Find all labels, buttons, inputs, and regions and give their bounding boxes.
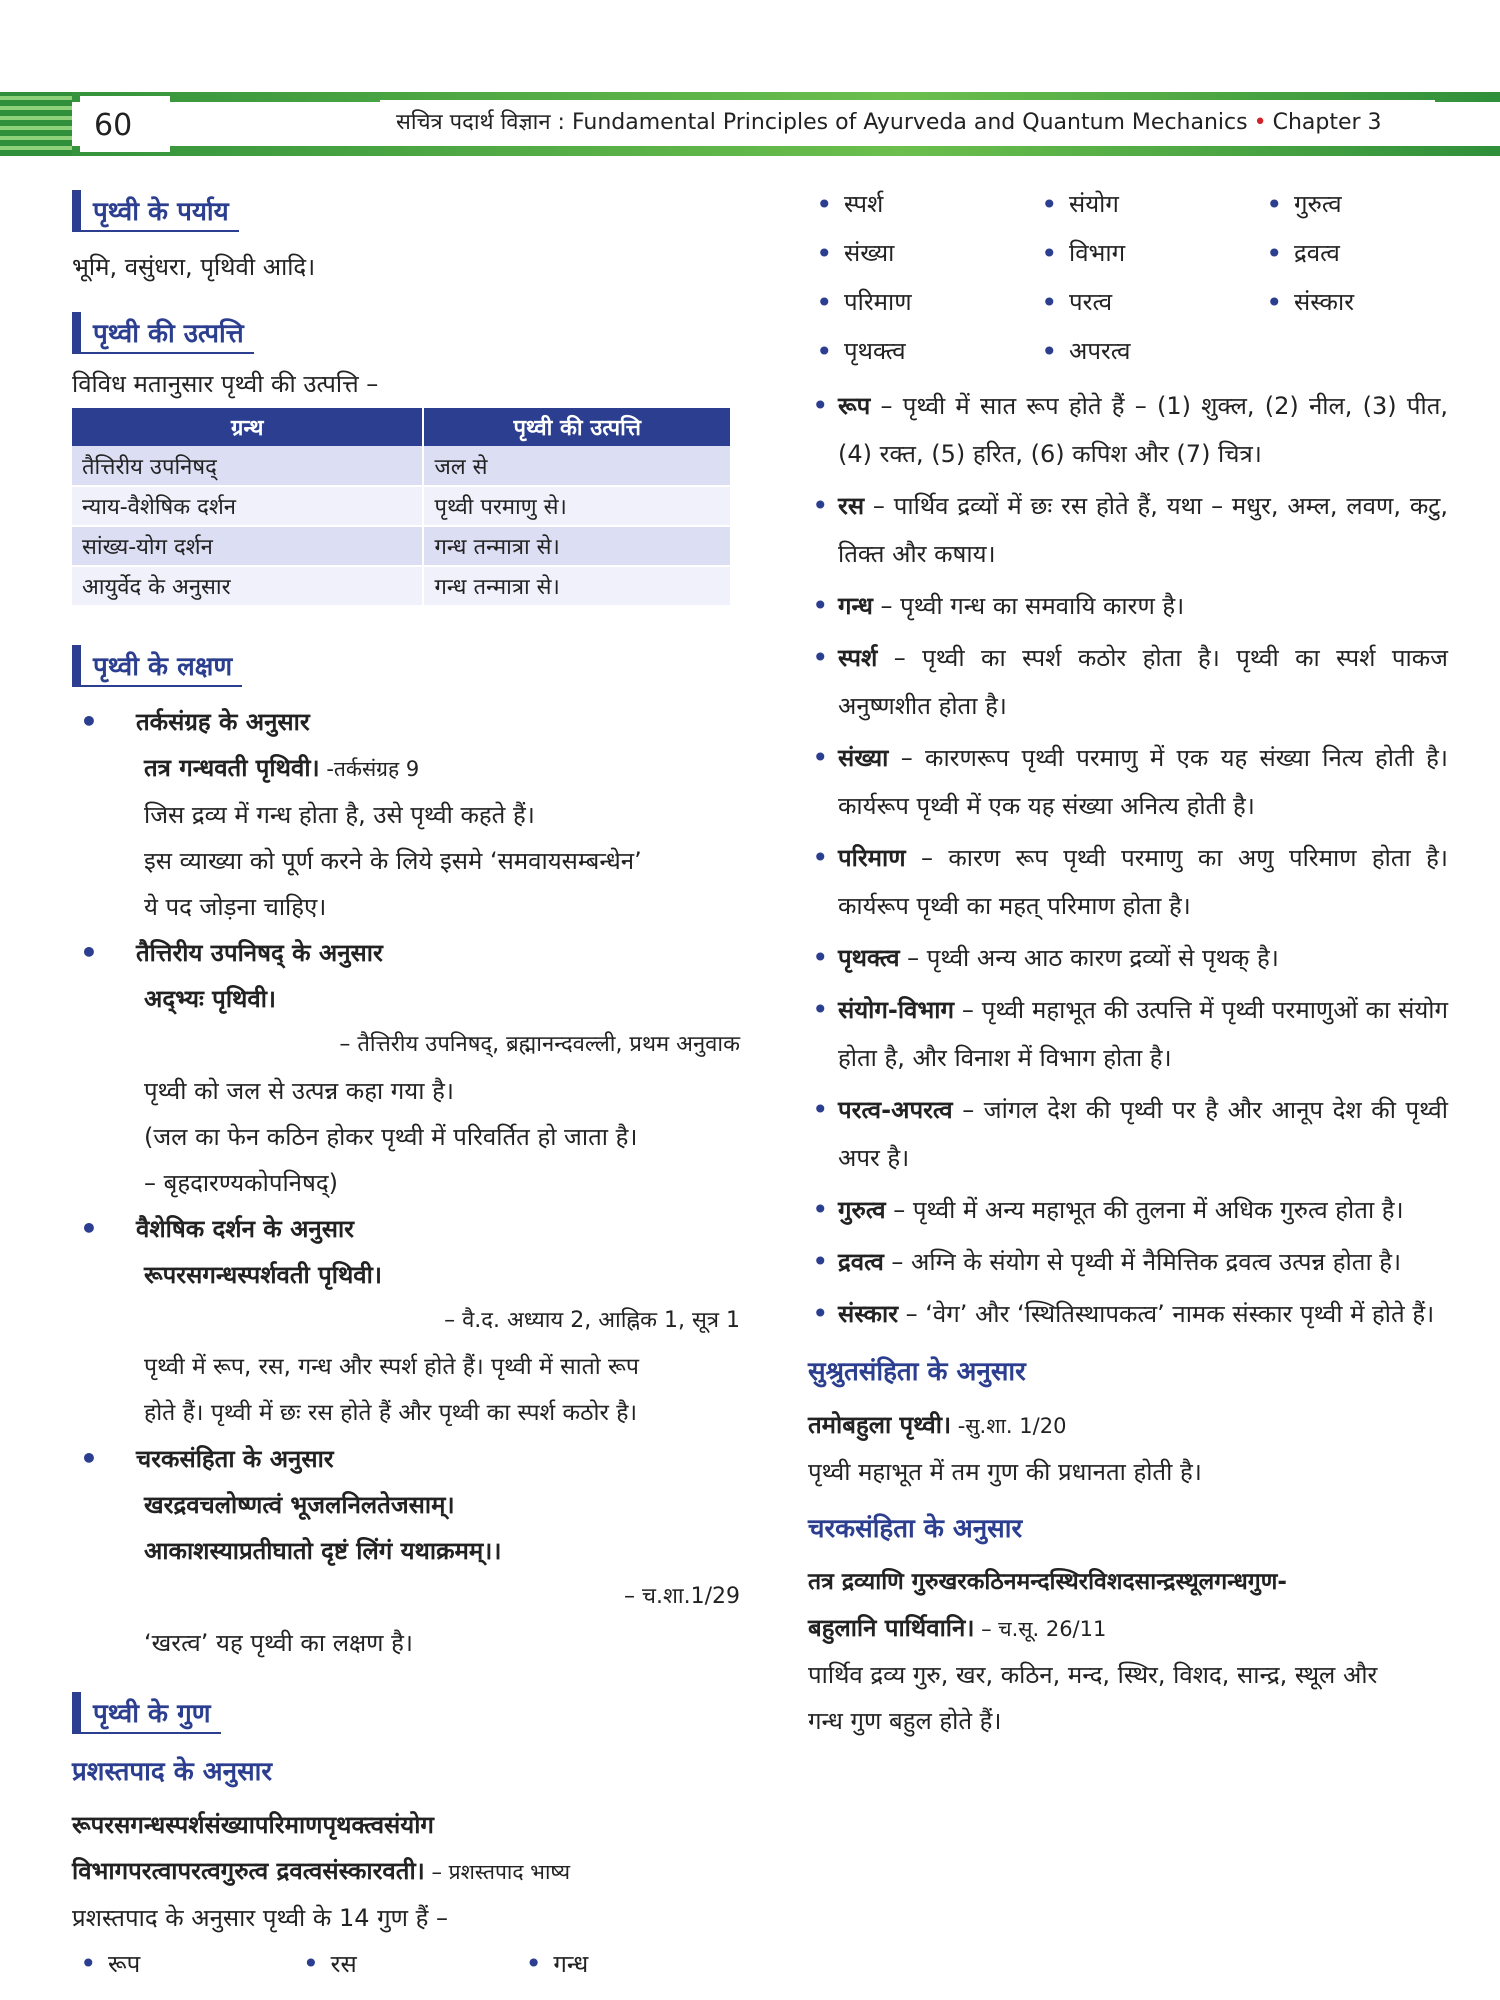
section-heading-characteristics: पृथ्वी के लक्षण (72, 645, 242, 687)
charaka-title: • चरकसंहिता के अनुसार (72, 1436, 740, 1482)
table-cell: तैत्तिरीय उपनिषद् (72, 446, 423, 486)
qualities-bottom-list (72, 1941, 740, 1987)
charaka-verse: आकाशस्याप्रतीघातो दृष्टं लिंगं यथाक्रमम्।। (144, 1537, 502, 1565)
taittiriya-ref: – तैत्तिरीय उपनिषद्, ब्रह्मानन्दवल्ली, प्रथम अनुवाक (339, 1032, 740, 1057)
taittiriya-line: पृथ्वी को जल से उत्पन्न कहा गया है। (144, 1077, 454, 1105)
table-cell: सांख्य-योग दर्शन (72, 526, 423, 566)
quality-detail: • परिमाण – कारण रूप पृथ्वी परमाणु का अणु परिमाण होता है। कार्यरूप पृथ्वी का महत् परिमाण होता है। (808, 834, 1448, 930)
list-item: • रूप (72, 1941, 295, 1987)
table-cell: गन्ध तन्मात्रा से। (423, 526, 731, 566)
vaisheshika-verse: रूपरसगन्धस्पर्शवती पृथिवी। (144, 1261, 382, 1289)
tarka-line: ये पद जोड़ना चाहिए। (144, 893, 327, 921)
table-row (72, 526, 731, 566)
page-number: 60 (94, 108, 133, 143)
header-title-english: Fundamental Principles of Ayurveda and Quantum Mechanics (571, 110, 1248, 135)
quality-detail: • गन्ध – पृथ्वी गन्ध का समवायि कारण है। (808, 582, 1448, 630)
table-header: पृथ्वी की उत्पत्ति (423, 408, 731, 446)
quality-detail: • गुरुत्व – पृथ्वी में अन्य महाभूत की तुलना में अधिक गुरुत्व होता है। (808, 1186, 1448, 1234)
bullet-dot-icon: • (1253, 110, 1267, 135)
charaka-verse: खरद्रवचलोष्णत्वं भूजलनिलतेजसाम्। (144, 1491, 455, 1519)
table-cell: पृथ्वी परमाणु से। (423, 486, 731, 526)
qualities-grid (808, 180, 1448, 376)
table-cell: गन्ध तन्मात्रा से। (423, 566, 731, 606)
list-item: • परिमाण (808, 278, 1033, 327)
table-row (72, 486, 731, 526)
header-left-stripes (0, 92, 72, 156)
list-item: • पृथक्त्व (808, 327, 1033, 376)
table-cell: आयुर्वेद के अनुसार (72, 566, 423, 606)
list-item: • संस्कार (1258, 278, 1448, 327)
list-item: • संयोग (1033, 180, 1258, 229)
table-row (72, 446, 731, 486)
quality-detail: • संस्कार – ‘वेग’ और ‘स्थितिस्थापकत्व’ नामक संस्कार पृथ्वी में होते हैं। (808, 1290, 1448, 1338)
table-row (72, 566, 731, 606)
origin-intro: विविध मतानुसार पृथ्वी की उत्पत्ति – (72, 370, 379, 398)
quality-detail: • परत्व-अपरत्व – जांगल देश की पृथ्वी पर है और आनूप देश की पृथ्वी अपर है। (808, 1086, 1448, 1182)
tarka-line: जिस द्रव्य में गन्ध होता है, उसे पृथ्वी कहते हैं। (144, 801, 535, 829)
quality-detail: • रूप – पृथ्वी में सात रूप होते हैं – (1) शुक्ल, (2) नील, (3) पीत, (4) रक्त, (5) हरित, (6) कपिश और (7) चित्र। (808, 382, 1448, 478)
charaka-right-line: पार्थिव द्रव्य गुरु, खर, कठिन, मन्द, स्थिर, विशद, सान्द्र, स्थूल और (808, 1661, 1378, 1689)
list-item: • गुरुत्व (1258, 180, 1448, 229)
taittiriya-line: – बृहदारण्यकोपनिषद्) (144, 1169, 338, 1197)
synonyms-text: भूमि, वसुंधरा, पृथिवी आदि। (72, 253, 316, 281)
taittiriya-line: (जल का फेन कठिन होकर पृथ्वी में परिवर्तित हो जाता है। (144, 1123, 638, 1151)
vaisheshika-line: होते हैं। पृथ्वी में छः रस होते हैं और पृथ्वी का स्पर्श कठोर है। (144, 1400, 638, 1426)
vaisheshika-ref: – वै.द. अध्याय 2, आह्निक 1, सूत्र 1 (444, 1308, 740, 1333)
section-heading-origin: पृथ्वी की उत्पत्ति (72, 312, 254, 354)
quality-detail: • संख्या – कारणरूप पृथ्वी परमाणु में एक यह संख्या नित्य होती है। कार्यरूप पृथ्वी में एक यह संख्या अनित्य होती है। (808, 734, 1448, 830)
section-heading-synonyms: पृथ्वी के पर्याय (72, 190, 239, 232)
header-chapter: Chapter 3 (1272, 110, 1382, 135)
charaka-right-title: चरकसंहिता के अनुसार (808, 1514, 1023, 1544)
running-header (396, 106, 1382, 136)
prashasta-line: प्रशस्तपाद के अनुसार पृथ्वी के 14 गुण हैं – (72, 1904, 448, 1932)
tarka-line: इस व्याख्या को पूर्ण करने के लिये इसमे ‘समवायसम्बन्धेन’ (144, 847, 642, 875)
quality-detail: • रस – पार्थिव द्रव्यों में छः रस होते हैं, यथा – मधुर, अम्ल, लवण, कटु, तिक्त और कषाय। (808, 482, 1448, 578)
list-item: • विभाग (1033, 229, 1258, 278)
charaka-right-verse: तत्र द्रव्याणि गुरुखरकठिनमन्दस्थिरविशदसान्द्रस्थूलगन्धगुण- (808, 1569, 1287, 1595)
prashasta-verse: विभागपरत्वापरत्वगुरुत्व द्रवत्वसंस्कारवती। – प्रशस्तपाद भाष्य (72, 1857, 571, 1885)
tarka-title: • तर्कसंग्रह के अनुसार (72, 699, 740, 745)
quality-detail: • द्रवत्व – अग्नि के संयोग से पृथ्वी में नैमित्तिक द्रवत्व उत्पन्न होता है। (808, 1238, 1448, 1286)
charaka-line: ‘खरत्व’ यह पृथ्वी का लक्षण है। (144, 1629, 413, 1657)
header-stripe-bottom (0, 146, 1500, 156)
quality-detail: • संयोग-विभाग – पृथ्वी महाभूत की उत्पत्ति में पृथ्वी परमाणुओं का संयोग होता है, और विनाश में विभाग होता है। (808, 986, 1448, 1082)
sushruta-line: पृथ्वी महाभूत में तम गुण की प्रधानता होती है। (808, 1458, 1202, 1486)
charaka-right-verse: बहुलानि पार्थिवानि। – च.सू. 26/11 (808, 1614, 1107, 1642)
list-item: • रस (295, 1941, 518, 1987)
charaka-ref: – च.शा.1/29 (623, 1584, 740, 1609)
header-title-hindi: सचित्र पदार्थ विज्ञान : (396, 110, 565, 135)
sushruta-verse: तमोबहुला पृथ्वी। -सु.शा. 1/20 (808, 1411, 1067, 1439)
vaisheshika-title: • वैशेषिक दर्शन के अनुसार (72, 1206, 740, 1252)
list-item: • स्पर्श (808, 180, 1033, 229)
table-cell: जल से (423, 446, 731, 486)
right-column (808, 180, 1448, 1744)
list-item: • परत्व (1033, 278, 1258, 327)
taittiriya-verse: अद्भ्यः पृथिवी। (144, 985, 277, 1013)
prashasta-verse: रूपरसगन्धस्पर्शसंख्यापरिमाणपृथक्त्वसंयोग (72, 1811, 434, 1839)
origin-table (72, 408, 732, 607)
table-header: ग्रन्थ (72, 408, 423, 446)
list-item: • द्रवत्व (1258, 229, 1448, 278)
quality-detail: • स्पर्श – पृथ्वी का स्पर्श कठोर होता है। पृथ्वी का स्पर्श पाकज अनुष्णशीत होता है। (808, 634, 1448, 730)
list-item: • अपरत्व (1033, 327, 1258, 376)
prashasta-title: प्रशस्तपाद के अनुसार (72, 1757, 273, 1787)
taittiriya-title: • तैत्तिरीय उपनिषद् के अनुसार (72, 930, 740, 976)
quality-detail: • पृथक्त्व – पृथ्वी अन्य आठ कारण द्रव्यों से पृथक् है। (808, 934, 1448, 982)
left-column (72, 190, 740, 1987)
tarka-verse: तत्र गन्धवती पृथिवी। -तर्कसंग्रह 9 (144, 754, 420, 782)
sushruta-title: सुश्रुतसंहिता के अनुसार (808, 1357, 1026, 1387)
section-heading-qualities: पृथ्वी के गुण (72, 1692, 221, 1734)
charaka-right-line: गन्ध गुण बहुल होते हैं। (808, 1707, 1002, 1735)
vaisheshika-line: पृथ्वी में रूप, रस, गन्ध और स्पर्श होते हैं। पृथ्वी में सातो रूप (144, 1354, 639, 1380)
list-item: • संख्या (808, 229, 1033, 278)
table-cell: न्याय-वैशेषिक दर्शन (72, 486, 423, 526)
list-item: • गन्ध (517, 1941, 740, 1987)
